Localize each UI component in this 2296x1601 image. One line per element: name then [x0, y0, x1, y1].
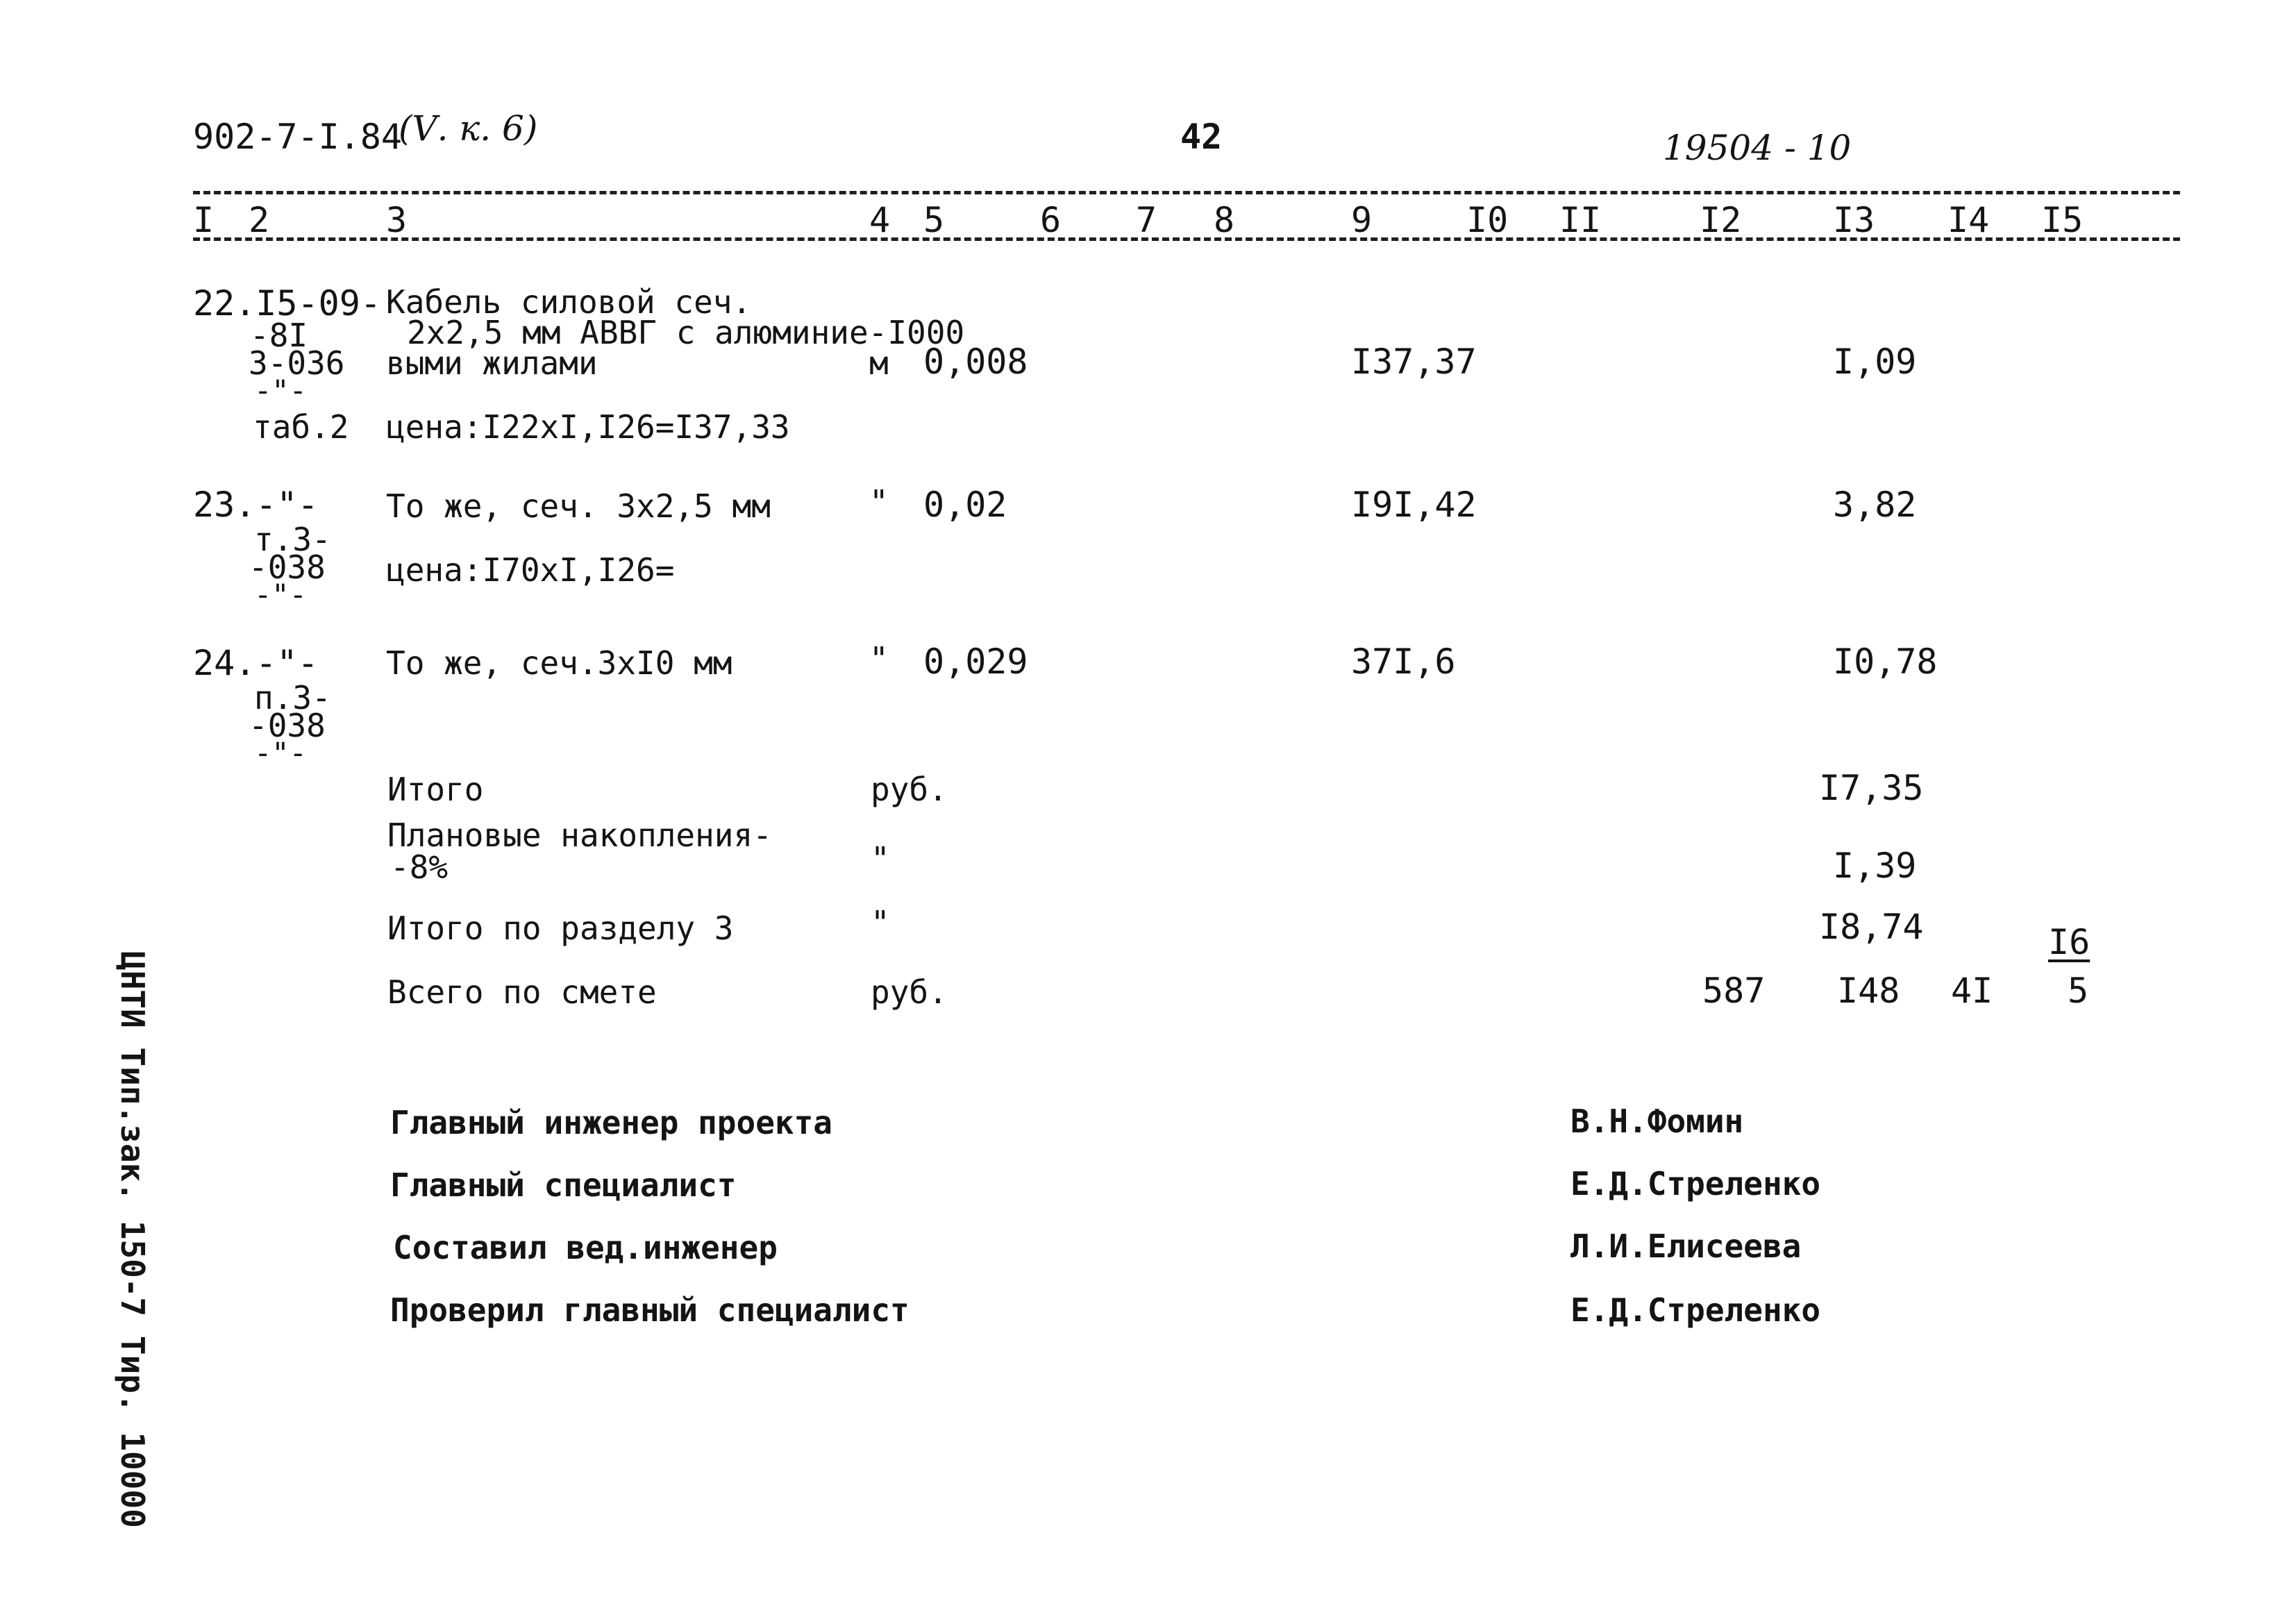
- col-1: I: [193, 200, 215, 240]
- summary-unit: ": [871, 904, 890, 941]
- item-code-line: таб.2: [253, 408, 349, 446]
- col-2: 2: [249, 200, 270, 240]
- col-7: 7: [1136, 200, 1157, 240]
- summary-label: Итого: [387, 771, 484, 808]
- item-total: I,09: [1833, 342, 1917, 382]
- signature-name: Е.Д.Стреленко: [1570, 1165, 1821, 1202]
- summary-unit: ": [871, 840, 890, 878]
- item-description-line: 2x2,5 мм АВВГ с алюминие-I000: [407, 314, 965, 351]
- item-unit: ": [869, 640, 889, 678]
- header-top-rule: [193, 191, 2180, 194]
- col-9: 9: [1351, 200, 1373, 240]
- col-15: I5: [2041, 200, 2084, 240]
- item-total: I0,78: [1833, 642, 1938, 682]
- col-10: I0: [1466, 200, 1509, 240]
- signature-name: Е.Д.Стреленко: [1570, 1291, 1821, 1329]
- col-5: 5: [923, 200, 945, 240]
- item-description-line: выми жилами: [386, 344, 598, 382]
- summary-label: Всего по смете: [387, 973, 657, 1011]
- item-unit: ": [869, 483, 889, 521]
- summary-unit: руб.: [871, 771, 948, 808]
- signature-role: Составил вед.инженер: [393, 1229, 778, 1266]
- item-code-line: -"-: [254, 578, 307, 612]
- signature-role: Главный специалист: [390, 1166, 737, 1204]
- document-code: 902-7-I.84: [193, 117, 403, 157]
- signature-role: Главный инженер проекта: [390, 1104, 832, 1141]
- summary-total: I,39: [1833, 846, 1917, 886]
- item-code-line: -"-: [254, 736, 307, 770]
- item-code-line: -"-: [254, 374, 307, 408]
- col-3: 3: [386, 200, 408, 240]
- col-8: 8: [1214, 200, 1235, 240]
- item-price: I9I,42: [1351, 485, 1477, 525]
- summary-col15-denominator: 5: [2068, 971, 2089, 1011]
- col-4: 4: [869, 200, 891, 240]
- item-quantity: 0,02: [923, 485, 1007, 525]
- summary-label: -8%: [390, 848, 449, 886]
- item-price: 37I,6: [1351, 642, 1456, 682]
- col-12: I2: [1700, 200, 1742, 240]
- item-quantity: 0,029: [923, 642, 1028, 682]
- summary-col12: 587: [1702, 971, 1766, 1011]
- item-code-line: -038: [249, 548, 326, 586]
- summary-total: I7,35: [1819, 768, 1924, 808]
- item-description-line: Кабель силовой сеч.: [386, 283, 752, 321]
- item-code-line: 3-036: [249, 344, 345, 382]
- header-bottom-rule: [193, 237, 2180, 241]
- summary-label: Итого по разделу 3: [387, 910, 734, 947]
- signature-name: Л.И.Елисеева: [1570, 1227, 1802, 1265]
- signature-name: В.Н.Фомин: [1570, 1103, 1744, 1140]
- signature-role: Проверил главный специалист: [390, 1291, 910, 1329]
- col-11: II: [1559, 200, 1602, 240]
- page-number: 42: [1180, 117, 1223, 157]
- summary-total: I8,74: [1819, 907, 1924, 947]
- col-14: I4: [1947, 200, 1990, 240]
- item-description-line: То же, сеч.3xI0 мм: [386, 644, 732, 682]
- col-6: 6: [1040, 200, 1062, 240]
- item-code-line: -8I: [250, 317, 308, 354]
- item-total: 3,82: [1833, 485, 1917, 525]
- inventory-number: 19504 - 10: [1663, 128, 1852, 168]
- item-quantity: 0,008: [923, 342, 1028, 382]
- summary-col14: 4I: [1951, 971, 1993, 1011]
- col-13: I3: [1833, 200, 1875, 240]
- summary-col15-numerator: I6: [2048, 922, 2090, 962]
- item-code-line: т.3-: [254, 521, 331, 558]
- printer-stamp: ЦНТИ Тип.зак. 150-7 Тир. 10000: [114, 951, 151, 1528]
- item-code-line: п.3-: [254, 679, 331, 716]
- item-description-line: цена:I70xI,I26=: [386, 551, 675, 589]
- item-description-line: цена:I22xI,I26=I37,33: [386, 408, 790, 446]
- item-code-line: -038: [249, 707, 326, 744]
- item-code-line: 24.-"-: [193, 643, 319, 683]
- document-handwritten-note: (Ⅴ. к. 6): [399, 108, 538, 149]
- summary-unit: руб.: [871, 973, 948, 1011]
- item-code-line: 23.-"-: [193, 485, 319, 525]
- item-description-line: То же, сеч. 3x2,5 мм: [386, 487, 771, 525]
- summary-label: Плановые накопления-: [387, 816, 772, 854]
- item-code-line: 22.I5-09-: [193, 283, 381, 324]
- summary-col13: I48: [1837, 971, 1900, 1011]
- item-unit: м: [869, 344, 889, 382]
- item-price: I37,37: [1351, 342, 1477, 382]
